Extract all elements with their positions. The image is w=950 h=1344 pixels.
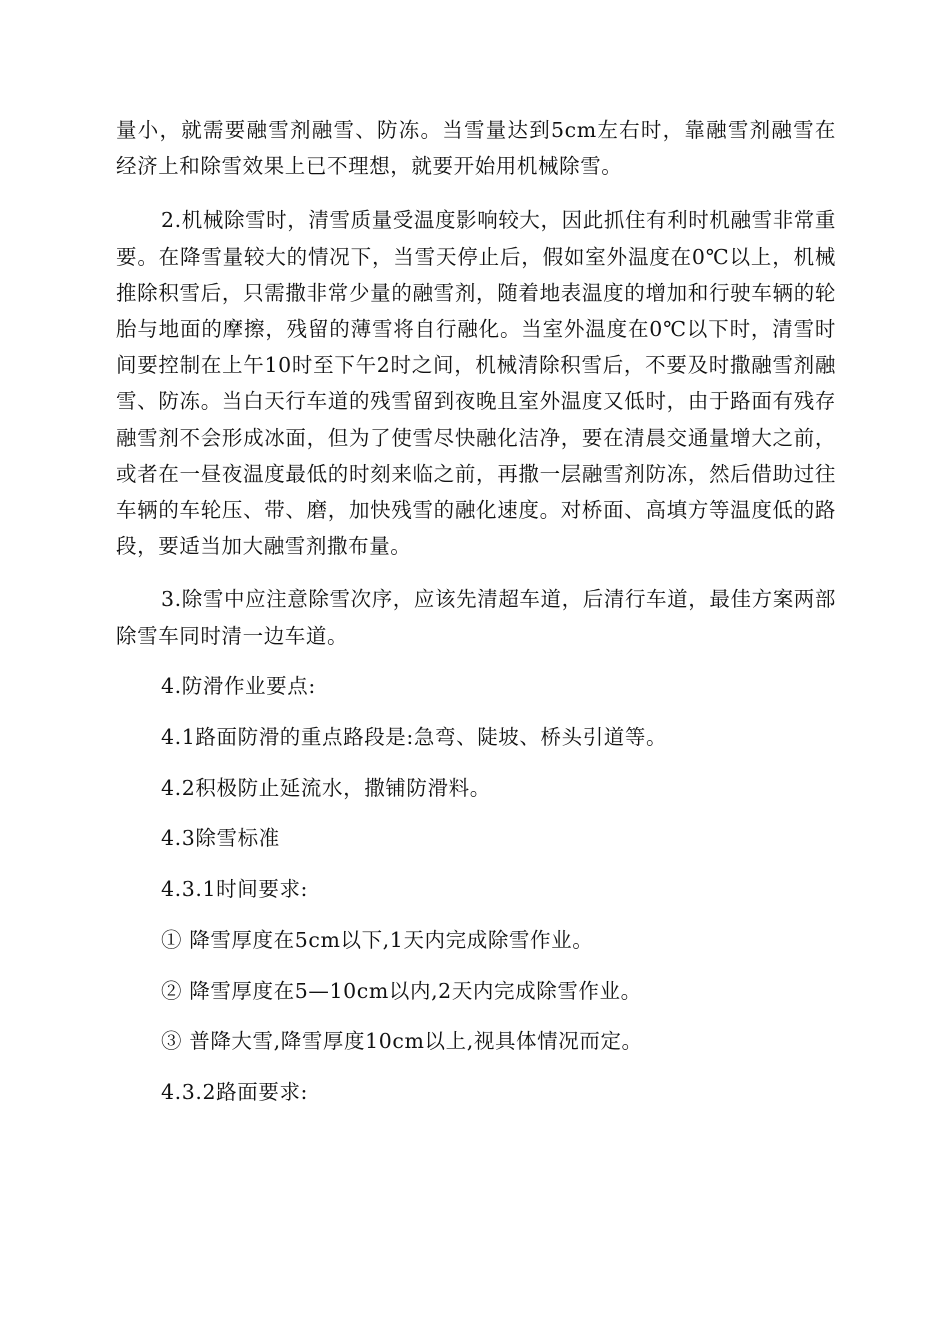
paragraph-mechanical-snow-removal: 2.机械除雪时，清雪质量受温度影响较大，因此抓住有利时机融雪非常重要。在降雪量较大的情况下，当雪天停止后，假如室外温度在0℃以上，机械推除积雪后，只需撒非常少量的融雪剂，随着地表温度的增加和行驶车辆的轮胎与地面的摩擦，残留的薄雪将自行融化。当室外温度在0℃以下时，清雪时间要控制在上午10时至下午2时之间，机械清除积雪后，不要及时撒融雪剂融雪、防冻。当白天行车道的残雪留到夜晚且室外温度又低时，由于路面有残存融雪剂不会形成冰面，但为了使雪尽快融化洁净，要在清晨交通量增大之前，或者在一昼夜温度最低的时刻来临之前，再撒一层融雪剂防冻，然后借助过往车辆的车轮压、带、磨，加快残雪的融化速度。对桥面、高填方等温度低的路段，要适当加大融雪剂撒布量。 xyxy=(116,208,836,559)
document-page xyxy=(116,112,836,1110)
item-time-requirement-2: ② 降雪厚度在5—10cm以内,2天内完成除雪作业。 xyxy=(161,978,642,1003)
paragraph-snow-removal-order: 3.除雪中应注意除雪次序，应该先清超车道，后清行车道，最佳方案两部除雪车同时清一边车道。 xyxy=(116,587,836,648)
item-time-requirement-1: ① 降雪厚度在5cm以下,1天内完成除雪作业。 xyxy=(161,927,594,952)
item-prevent-water-flow: 4.2积极防止延流水，撒铺防滑料。 xyxy=(161,775,491,800)
item-snow-removal-standard: 4.3除雪标准 xyxy=(161,826,280,851)
item-time-requirement-3: ③ 普降大雪,降雪厚度10cm以上,视具体情况而定。 xyxy=(161,1029,643,1054)
item-time-requirements: 4.3.1时间要求: xyxy=(161,877,309,902)
item-key-road-sections: 4.1路面防滑的重点路段是:急弯、陡坡、桥头引道等。 xyxy=(161,725,668,750)
item-anti-slip-key-points: 4.防滑作业要点: xyxy=(161,674,316,699)
item-road-surface-requirements: 4.3.2路面要求: xyxy=(161,1079,309,1104)
paragraph-snow-melting-agent: 量小，就需要融雪剂融雪、防冻。当雪量达到5cm左右时，靠融雪剂融雪在经济上和除雪效果上已不理想，就要开始用机械除雪。 xyxy=(116,118,836,179)
